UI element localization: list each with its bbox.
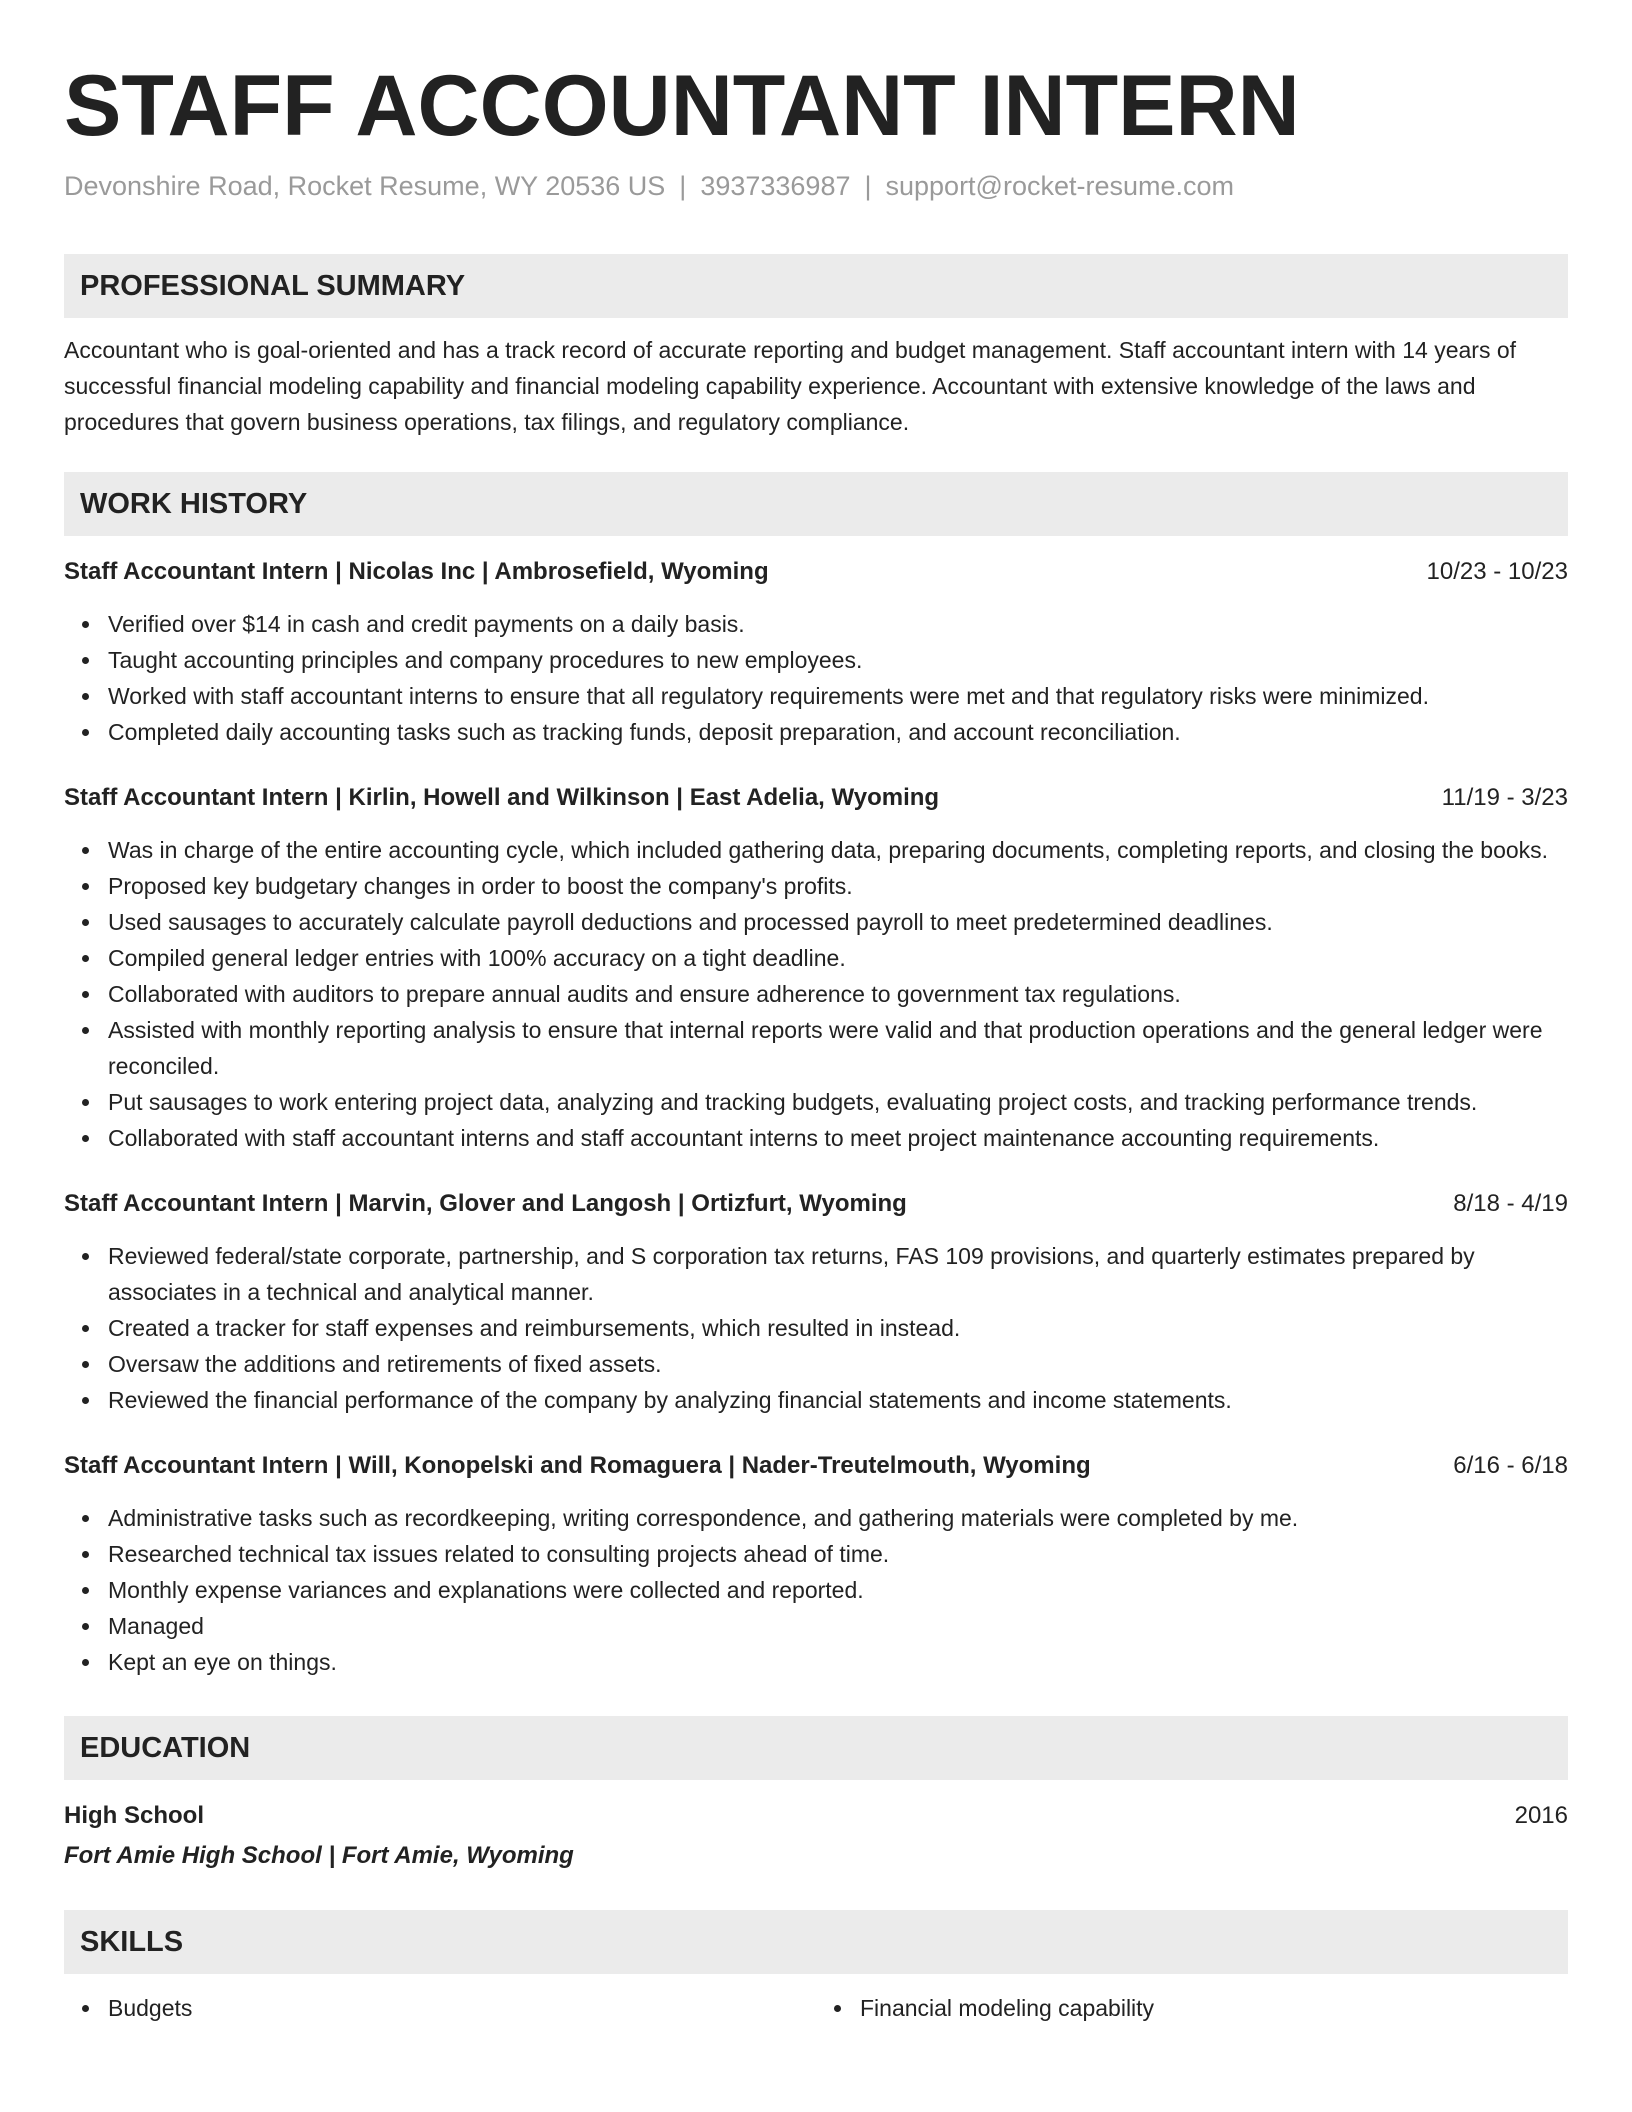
education-degree: High School bbox=[64, 1802, 204, 1829]
bullet-item: Was in charge of the entire accounting cycle, which included gathering data, preparing documents, completing reports, and closing the books. bbox=[108, 832, 1568, 868]
bullet-item: Monthly expense variances and explanations were collected and reported. bbox=[108, 1572, 1568, 1608]
education-entry bbox=[64, 1798, 1568, 1834]
job-title: Staff Accountant Intern | Kirlin, Howell and Wilkinson | East Adelia, Wyoming bbox=[64, 784, 940, 811]
skills-list bbox=[64, 1990, 1568, 2026]
contact-separator: | bbox=[679, 171, 687, 201]
bullet-item: Administrative tasks such as recordkeeping, writing correspondence, and gathering materials were completed by me. bbox=[108, 1500, 1568, 1536]
section-heading-skills: SKILLS bbox=[64, 1910, 1568, 1974]
job-dates: 10/23 - 10/23 bbox=[1426, 558, 1568, 585]
bullet-item: Proposed key budgetary changes in order to boost the company's profits. bbox=[108, 868, 1568, 904]
bullet-item: Kept an eye on things. bbox=[108, 1644, 1568, 1680]
bullet-item: Collaborated with auditors to prepare annual audits and ensure adherence to government tax regulations. bbox=[108, 976, 1568, 1012]
bullet-item: Verified over $14 in cash and credit payments on a daily basis. bbox=[108, 606, 1568, 642]
education-year: 2016 bbox=[1514, 1802, 1568, 1829]
job-entry bbox=[64, 554, 1568, 750]
bullet-item: Worked with staff accountant interns to ensure that all regulatory requirements were met and that regulatory risks were minimized. bbox=[108, 678, 1568, 714]
job-bullets bbox=[64, 832, 1568, 1156]
skills-column-left bbox=[64, 1990, 816, 2026]
bullet-item: Oversaw the additions and retirements of fixed assets. bbox=[108, 1346, 1568, 1382]
job-bullets bbox=[64, 606, 1568, 750]
job-dates: 8/18 - 4/19 bbox=[1453, 1190, 1568, 1217]
resume-page bbox=[64, 56, 1568, 2026]
job-title: Staff Accountant Intern | Marvin, Glover and Langosh | Ortizfurt, Wyoming bbox=[64, 1190, 907, 1217]
job-bullets bbox=[64, 1238, 1568, 1418]
skill-item: Budgets bbox=[108, 1990, 816, 2026]
section-heading-education: EDUCATION bbox=[64, 1716, 1568, 1780]
contact-address: Devonshire Road, Rocket Resume, WY 20536 US bbox=[64, 171, 666, 201]
bullet-item: Taught accounting principles and company procedures to new employees. bbox=[108, 642, 1568, 678]
skills-column-right bbox=[816, 1990, 1568, 2026]
bullet-item: Completed daily accounting tasks such as tracking funds, deposit preparation, and account reconciliation. bbox=[108, 714, 1568, 750]
job-title: Staff Accountant Intern | Will, Konopelski and Romaguera | Nader-Treutelmouth, Wyoming bbox=[64, 1452, 1091, 1479]
summary-paragraph: Accountant who is goal-oriented and has a track record of accurate reporting and budget management. Staff accountant intern with 14 years of successful financial modeling capability and financial modeling capability experience. Accountant with extensive knowledge of the laws and procedures that govern business operations, tax filings, and regulatory compliance. bbox=[64, 337, 1517, 435]
bullet-item: Created a tracker for staff expenses and reimbursements, which resulted in instead. bbox=[108, 1310, 1568, 1346]
candidate-name: STAFF ACCOUNTANT INTERN bbox=[64, 58, 1300, 154]
bullet-item: Used sausages to accurately calculate payroll deductions and processed payroll to meet predetermined deadlines. bbox=[108, 904, 1568, 940]
education-school: Fort Amie High School | Fort Amie, Wyoming bbox=[64, 1842, 574, 1869]
contact-email: support@rocket-resume.com bbox=[885, 171, 1235, 201]
section-heading-work-history: WORK HISTORY bbox=[64, 472, 1568, 536]
bullet-item: Managed bbox=[108, 1608, 1568, 1644]
contact-line bbox=[64, 168, 1568, 204]
bullet-item: Compiled general ledger entries with 100% accuracy on a tight deadline. bbox=[108, 940, 1568, 976]
bullet-item: Assisted with monthly reporting analysis to ensure that internal reports were valid and that production operations and the general ledger were reconciled. bbox=[108, 1012, 1568, 1084]
contact-phone: 3937336987 bbox=[700, 171, 851, 201]
bullet-item: Collaborated with staff accountant interns and staff accountant interns to meet project maintenance accounting requirements. bbox=[108, 1120, 1568, 1156]
skill-item: Financial modeling capability bbox=[860, 1990, 1568, 2026]
job-bullets bbox=[64, 1500, 1568, 1680]
job-dates: 6/16 - 6/18 bbox=[1453, 1452, 1568, 1479]
job-dates: 11/19 - 3/23 bbox=[1441, 784, 1568, 811]
bullet-item: Reviewed the financial performance of the company by analyzing financial statements and income statements. bbox=[108, 1382, 1568, 1418]
job-entry bbox=[64, 1186, 1568, 1418]
job-entry bbox=[64, 780, 1568, 1156]
bullet-item: Researched technical tax issues related to consulting projects ahead of time. bbox=[108, 1536, 1568, 1572]
job-entry bbox=[64, 1448, 1568, 1680]
bullet-item: Put sausages to work entering project data, analyzing and tracking budgets, evaluating project costs, and tracking performance trends. bbox=[108, 1084, 1568, 1120]
contact-separator: | bbox=[864, 171, 872, 201]
bullet-item: Reviewed federal/state corporate, partnership, and S corporation tax returns, FAS 109 provisions, and quarterly estimates prepared by associates in a technical and analytical manner. bbox=[108, 1238, 1568, 1310]
section-heading-summary: PROFESSIONAL SUMMARY bbox=[64, 254, 1568, 318]
job-title: Staff Accountant Intern | Nicolas Inc | Ambrosefield, Wyoming bbox=[64, 558, 769, 585]
